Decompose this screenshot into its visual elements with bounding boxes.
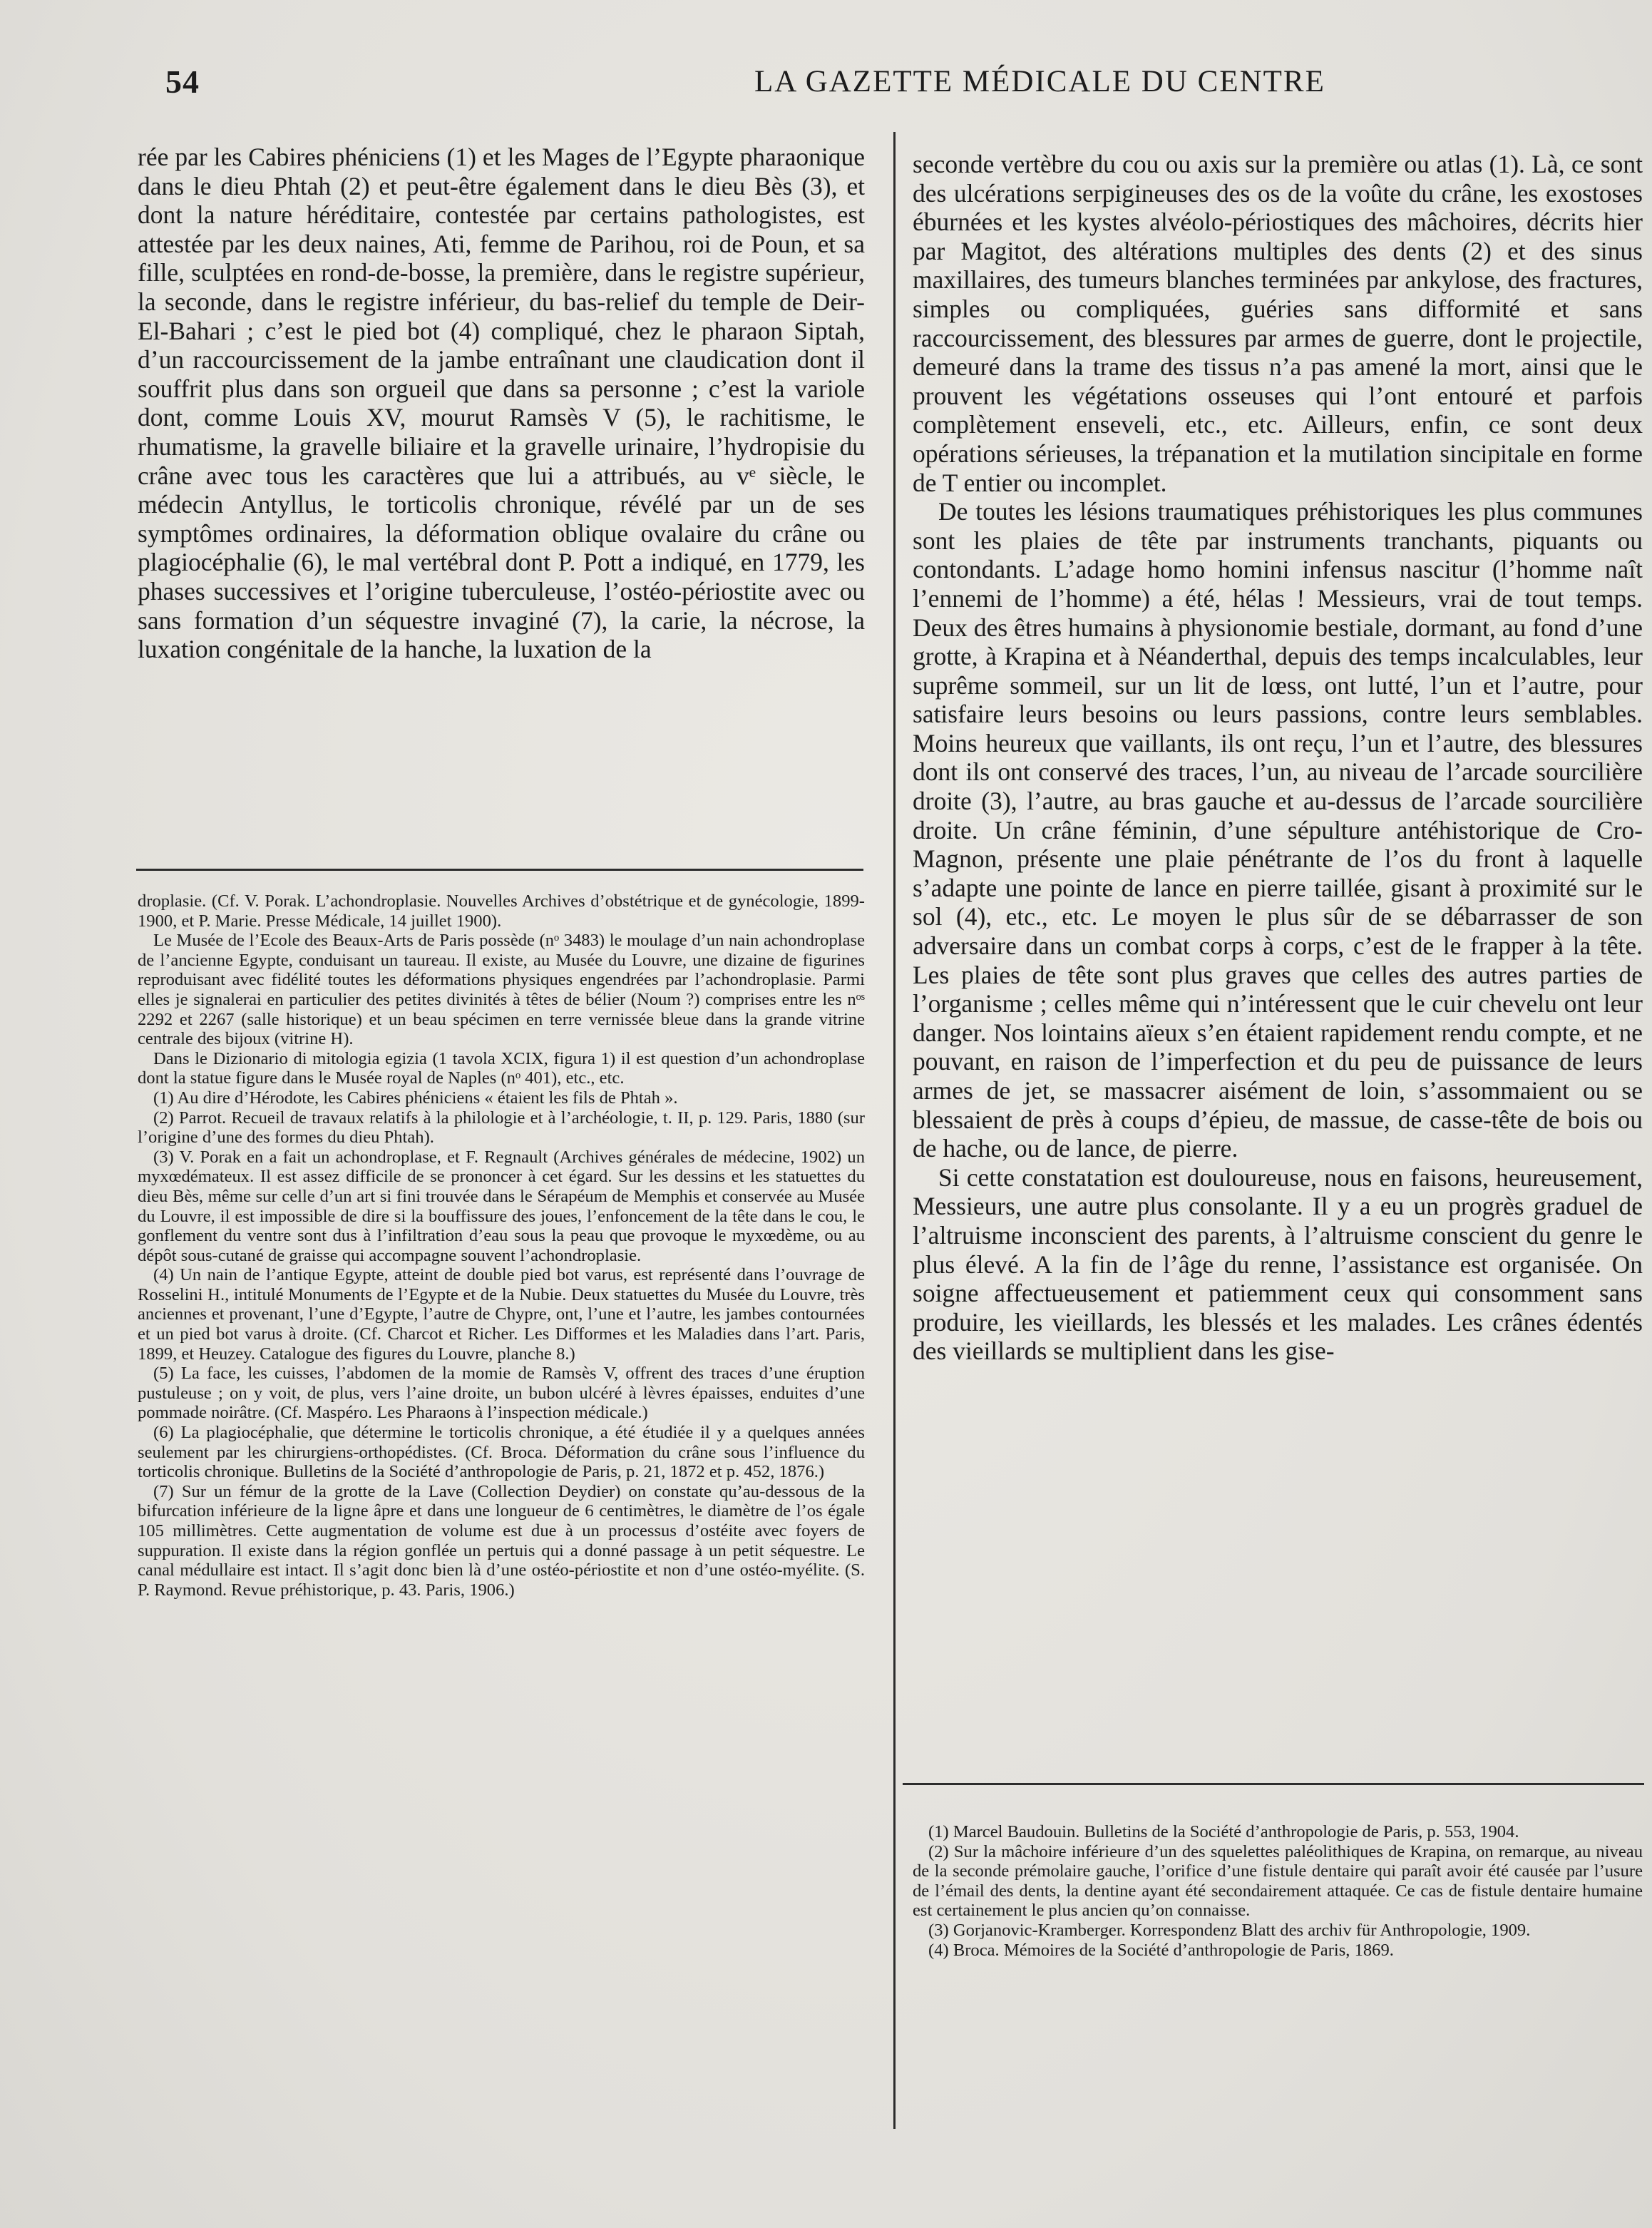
- page-number: 54: [165, 63, 200, 100]
- body-paragraph: rée par les Cabires phéniciens (1) et les Mages de l’Egypte pharaonique dans le dieu Phtah (2) et peut-être également dans le dieu Bès (3), et dont la nature héréditaire, contestée par certains pathologistes, est attestée par les deux naines, Ati, femme de Parihou, roi de Poun, et sa fille, sculptées en rond-de-bosse, la première, dans le registre supérieur, la seconde, dans le registre inférieur, du bas-relief du temple de Deir-El-Bahari ; c’est le pied bot (4) compliqué, chez le pharaon Siptah, d’un raccourcissement de la jambe entraînant une claudication dont il souffrit plus dans son orgueil que dans sa personne ; c’est la variole dont, comme Louis XV, mourut Ramsès V (5), le rachitisme, le rhumatisme, la gravelle biliaire et la gravelle urinaire, l’hydropisie du crâne avec tous les caractères que lui a attribués, au vᵉ siècle, le médecin Antyllus, le torticolis chronique, révélé par un de ses symptômes ordinaires, la déformation oblique ovalaire du crâne ou plagiocéphalie (6), le mal vertébral dont P. Pott a indiqué, en 1779, les phases successives et l’origine tuberculeuse, l’ostéo-périostite avec ou sans formation d’un séquestre invaginé (7), la carie, la nécrose, la luxation congénitale de la hanche, la luxation de la: [138, 143, 865, 664]
- body-paragraph: Si cette constatation est douloureuse, nous en faisons, heureusement, Messieurs, une autre plus consolante. Il y a eu un progrès graduel de l’altruisme inconscient des parents, à l’altruisme conscient du genre le plus élevé. A la fin de l’âge du renne, l’assistance est organisée. On soigne affectueusement et patiemment ceux qui consomment sans produire, les vieillards, les blessés et les malades. Les crânes édentés des vieillards se multiplient dans les gise-: [913, 1162, 1643, 1366]
- footnote: (2) Parrot. Recueil de travaux relatifs à la philologie et à l’archéologie, t. II, p. 129. Paris, 1880 (sur l’origine d’une des formes du dieu Phtah).: [138, 1108, 865, 1148]
- body-paragraph: seconde vertèbre du cou ou axis sur la première ou atlas (1). Là, ce sont des ulcérations serpigineuses des os de la voûte du crâne, les exostoses éburnées et les kystes alvéolo-périostiques des mâchoires, décrits hier par Magitot, des altérations multiples des dents (2) et des sinus maxillaires, des tumeurs blanches terminées par ankylose, des fractures, simples ou compliquées, guéries sans difformité et sans raccourcissement, des blessures par armes de guerre, dont le projectile, demeuré dans la trame des tissus n’a pas amené la mort, ainsi que le prouvent les végétations osseuses qui l’ont entouré et parfois complètement enseveli, etc., etc. Ailleurs, enfin, ce sont deux opérations sérieuses, la trépanation et la mutilation sincipitale en forme de T entier ou incomplet.: [913, 150, 1643, 497]
- footnote: (3) V. Porak en a fait un achondroplase, et F. Regnault (Archives générales de médecine, 1902) un myxœdémateux. Il est assez difficile de se prononcer à cet égard. Sur les dessins et les statuettes du dieu Bès, même sur celle d’un art si fini trouvée dans le Sérapéum de Memphis et conservée au Musée du Louvre, il est impossible de dire si la bouffissure des joues, l’enfoncement de la tête dans le cou, le gonflement du ventre sont dus à l’infiltration d’eau sous la peau que provoque le myxœdème, ou au dépôt sous-cutané de graisse qui accompagne souvent l’achondroplasie.: [138, 1147, 865, 1265]
- footnote: Le Musée de l’Ecole des Beaux-Arts de Paris possède (nᵒ 3483) le moulage d’un nain achondroplase de l’ancienne Egypte, conduisant un taureau. Il existe, au Musée du Louvre, une dizaine de figurines reproduisant avec fidélité toutes les déformations physiques engendrées par l’achondroplasie. Parmi elles je signalerai en particulier des petites divinités à têtes de bélier (Noum ?) comprises entre les nᵒˢ 2292 et 2267 (salle historique) et un beau spécimen en terre vernissée bleue dans la grande vitrine centrale des bijoux (vitrine H).: [138, 931, 865, 1049]
- footnotes-right: [913, 1822, 1643, 1960]
- footnote: (4) Un nain de l’antique Egypte, atteint de double pied bot varus, est représenté dans l’ouvrage de Rosselini H., intitulé Monuments de l’Egypte et de la Nubie. Deux statuettes du Musée du Louvre, très anciennes et provenant, l’une d’Egypte, l’autre de Chypre, ont, l’une et l’autre, les jambes contournées et un pied bot varus à droite. (Cf. Charcot et Richer. Les Difformes et les Maladies dans l’art. Paris, 1899, et Heuzey. Catalogue des figures du Louvre, planche 8.): [138, 1265, 865, 1364]
- footnotes-left: [138, 891, 865, 1600]
- footnote-rule-left: [136, 869, 863, 871]
- column-divider: [893, 132, 896, 2129]
- footnote: Dans le Dizionario di mitologia egizia (1 tavola XCIX, figura 1) il est question d’un achondroplase dont la statue figure dans le Musée royal de Naples (nᵒ 401), etc., etc.: [138, 1048, 865, 1088]
- footnote: (2) Sur la mâchoire inférieure d’un des squelettes paléolithiques de Krapina, on remarque, au niveau de la seconde prémolaire gauche, l’orifice d’une fistule dentaire qui paraît avoir été causée par l’usure de l’émail des dents, la dentine ayant été secondairement attaquée. Ce cas de fistule dentaire humaine est certainement le plus ancien qu’on connaisse.: [913, 1841, 1643, 1921]
- footnote: (7) Sur un fémur de la grotte de la Lave (Collection Deydier) on constate qu’au-dessous de la bifurcation inférieure de la ligne âpre et dans une longueur de 6 centimètres, le diamètre de l’os égale 105 millimètres. Cette augmentation de volume est due à un processus d’ostéite avec foyers de suppuration. Il existe dans la région gonflée un pertuis qui a donné passage à un petit séquestre. Le canal médullaire est intact. Il s’agit donc bien là d’une ostéo-périostite et non d’une ostéo-myélite. (S. P. Raymond. Revue préhistorique, p. 43. Paris, 1906.): [138, 1481, 865, 1600]
- page-header: [165, 63, 1652, 106]
- journal-title: LA GAZETTE MÉDICALE DU CENTRE: [754, 65, 1325, 98]
- footnote: (1) Marcel Baudouin. Bulletins de la Société d’anthropologie de Paris, p. 553, 1904.: [928, 1822, 1519, 1841]
- right-column: [913, 150, 1643, 1366]
- body-paragraph: De toutes les lésions traumatiques préhistoriques les plus communes sont les plaies de tête par instruments tranchants, piquants ou contondants. L’adage homo homini infensus nascitur (l’homme naît l’ennemi de l’homme) a été, hélas ! Messieurs, vrai de tout temps. Deux des êtres humains à physionomie bestiale, dormant, au fond d’une grotte, à Krapina et à Néanderthal, depuis des temps incalculables, leur suprême sommeil, sur un lit de lœss, ont lutté, l’un et l’autre, pour satisfaire leurs besoins ou leurs passions, contre leurs semblables. Moins heureux que vaillants, ils ont reçu, l’un et l’autre, des blessures dont ils ont conservé des traces, l’un, au niveau de l’arcade sourcilière droite (3), l’autre, au bras gauche et au-dessus de l’arcade sourcilière droite. Un crâne féminin, d’une sépulture antéhistorique de Cro-Magnon, présente une plaie pénétrante de l’os du front à laquelle s’adapte une pointe de lance en pierre taillée, gisant à proximité sur le sol (4), etc., etc. Le moyen le plus sûr de se débarrasser de son adversaire dans un combat corps à corps, c’est de le frapper à la tête. Les plaies de tête sont plus graves que celles des autres parties de l’organisme ; celles même qui n’intéressent que le cuir chevelu ont leur danger. Nos lointains aïeux s’en étaient rapidement rendu compte, et ne pouvant, en raison de l’imperfection et du peu de puissance de leurs armes de jet, se massacrer aisément de loin, s’assommaient ou se blessaient de près à coups d’épieu, de massue, de casse-tête de bois ou de hache, ou de lance, de pierre.: [913, 497, 1643, 1163]
- footnote: (1) Au dire d’Hérodote, les Cabires phéniciens « étaient les fils de Phtah ».: [153, 1088, 678, 1108]
- footnote: (5) La face, les cuisses, l’abdomen de la momie de Ramsès V, offrent des traces d’une éruption pustuleuse ; on y voit, de plus, vers l’aine droite, un bubon ulcéré à lèvres épaisses, enduites d’une pommade noirâtre. (Cf. Maspéro. Les Pharaons à l’inspection médicale.): [138, 1364, 865, 1423]
- footnote: (6) La plagiocéphalie, que détermine le torticolis chronique, a été étudiée il y a quelques années seulement par les chirurgiens-orthopédistes. (Cf. Broca. Déformation du crâne sous l’influence du torticolis chronique. Bulletins de la Société d’anthropologie de Paris, p. 21, 1872 et p. 452, 1876.): [138, 1423, 865, 1482]
- footnote: (3) Gorjanovic-Kramberger. Korrespondenz Blatt des archiv für Anthropologie, 1909.: [928, 1920, 1531, 1940]
- footnote: (4) Broca. Mémoires de la Société d’anthropologie de Paris, 1869.: [928, 1940, 1394, 1960]
- footnote: droplasie. (Cf. V. Porak. L’achondroplasie. Nouvelles Archives d’obstétrique et de gynécologie, 1899-1900, et P. Marie. Presse Médicale, 14 juillet 1900).: [138, 891, 865, 931]
- footnote-rule-right: [903, 1783, 1644, 1785]
- left-column: [138, 143, 865, 664]
